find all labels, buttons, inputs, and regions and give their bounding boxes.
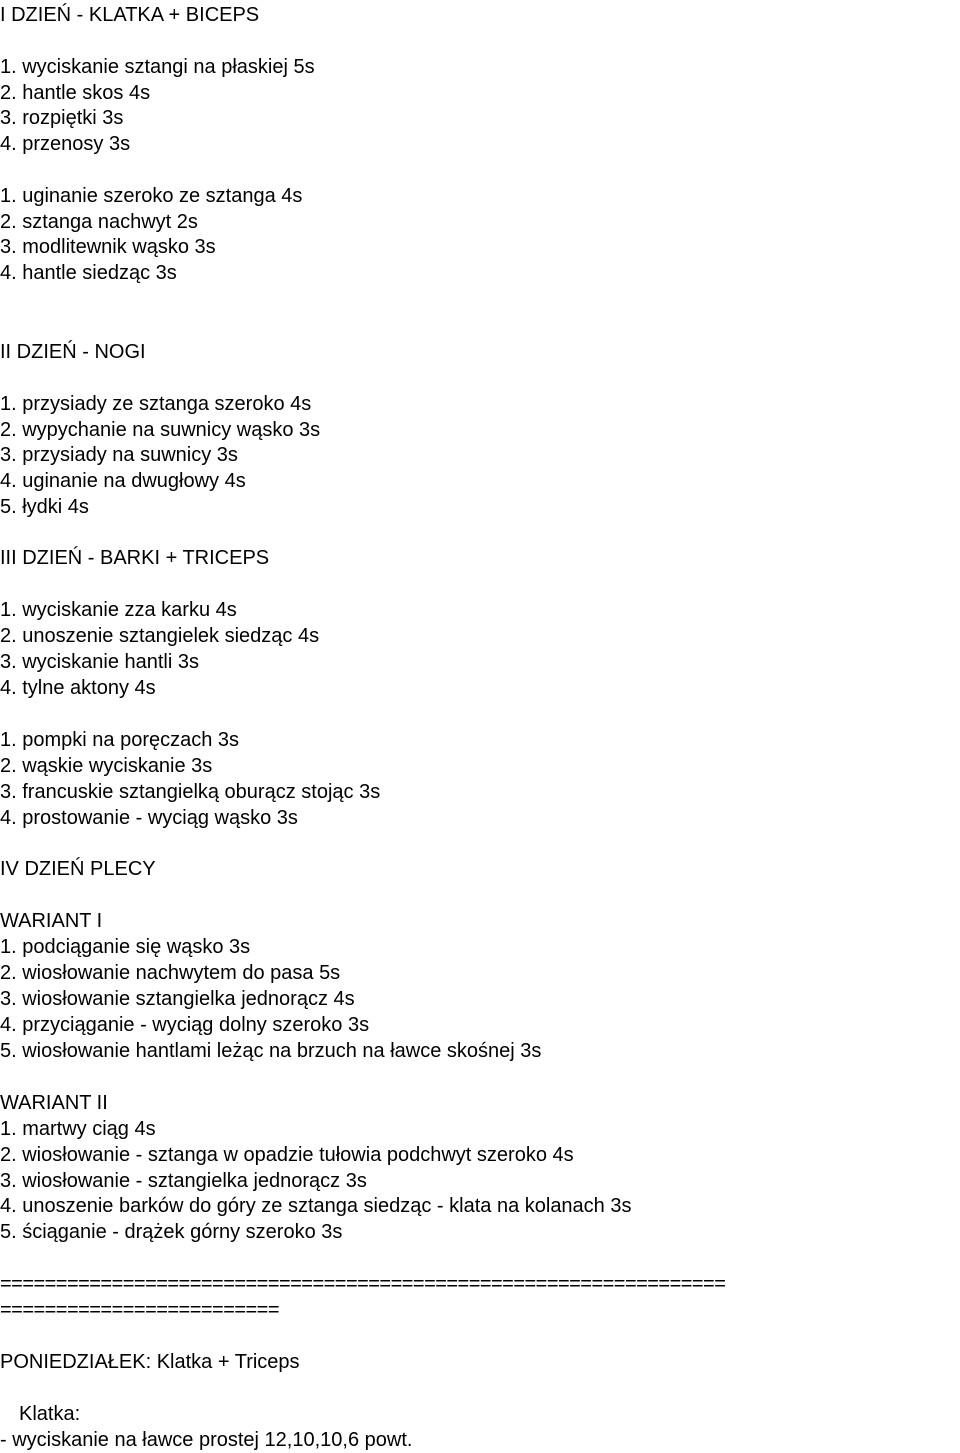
day4-variant2-item-2: 2. wiosłowanie - sztanga w opadzie tułowia podchwyt szeroko 4s — [0, 1144, 574, 1166]
day1-chest-item-3: 3. rozpiętki 3s — [0, 107, 124, 129]
day1-chest-item-4: 4. przenosy 3s — [0, 133, 131, 155]
day1-chest-item-2: 2. hantle skos 4s — [0, 82, 151, 104]
day1-chest-item-1: 1. wyciskanie sztangi na płaskiej 5s — [0, 56, 315, 78]
day1-biceps-item-2: 2. sztanga nachwyt 2s — [0, 211, 198, 233]
day3-triceps-item-3: 3. francuskie sztangielką oburącz stojąc 3s — [0, 781, 381, 803]
monday-chest-heading: Klatka: — [19, 1403, 81, 1425]
day2-legs-item-5: 5. łydki 4s — [0, 496, 89, 518]
day3-triceps-item-4: 4. prostowanie - wyciąg wąsko 3s — [0, 807, 298, 829]
separator-line-1: ================================================================= — [0, 1273, 726, 1295]
day4-variant1-item-1: 1. podciąganie się wąsko 3s — [0, 936, 251, 958]
day2-legs-item-4: 4. uginanie na dwugłowy 4s — [0, 470, 246, 492]
day4-title: IV DZIEŃ PLECY — [0, 858, 156, 880]
day4-variant2-title: WARIANT II — [0, 1092, 108, 1114]
day4-variant1-item-3: 3. wiosłowanie sztangielka jednorącz 4s — [0, 988, 355, 1010]
day4-variant2-item-1: 1. martwy ciąg 4s — [0, 1118, 156, 1140]
day3-title: III DZIEŃ - BARKI + TRICEPS — [0, 547, 270, 569]
day3-triceps-item-2: 2. wąskie wyciskanie 3s — [0, 755, 213, 777]
day2-legs-item-2: 2. wypychanie na suwnicy wąsko 3s — [0, 419, 321, 441]
day4-variant1-item-5: 5. wiosłowanie hantlami leżąc na brzuch na ławce skośnej 3s — [0, 1040, 542, 1062]
day1-title: I DZIEŃ - KLATKA + BICEPS — [0, 4, 260, 26]
monday-title: PONIEDZIAŁEK: Klatka + Triceps — [0, 1351, 300, 1373]
day2-legs-item-1: 1. przysiady ze sztanga szeroko 4s — [0, 393, 312, 415]
day3-shoulders-item-1: 1. wyciskanie zza karku 4s — [0, 599, 237, 621]
day3-triceps-item-1: 1. pompki na poręczach 3s — [0, 729, 240, 751]
day1-biceps-item-4: 4. hantle siedząc 3s — [0, 262, 177, 284]
day4-variant2-item-3: 3. wiosłowanie - sztangielka jednorącz 3s — [0, 1170, 367, 1192]
day2-legs-item-3: 3. przysiady na suwnicy 3s — [0, 444, 238, 466]
day1-biceps-item-1: 1. uginanie szeroko ze sztanga 4s — [0, 185, 303, 207]
day4-variant1-item-4: 4. przyciąganie - wyciąg dolny szeroko 3s — [0, 1014, 370, 1036]
day4-variant2-item-4: 4. unoszenie barków do góry ze sztanga siedząc - klata na kolanach 3s — [0, 1195, 632, 1217]
day4-variant1-title: WARIANT I — [0, 910, 103, 932]
monday-chest-item-1: - wyciskanie na ławce prostej 12,10,10,6 powt. — [0, 1429, 413, 1451]
day3-shoulders-item-4: 4. tylne aktony 4s — [0, 677, 156, 699]
day4-variant2-item-5: 5. ściąganie - drążek górny szeroko 3s — [0, 1221, 343, 1243]
day2-title: II DZIEŃ - NOGI — [0, 341, 146, 363]
day3-shoulders-item-2: 2. unoszenie sztangielek siedząc 4s — [0, 625, 320, 647]
day1-biceps-item-3: 3. modlitewnik wąsko 3s — [0, 236, 216, 258]
day3-shoulders-item-3: 3. wyciskanie hantli 3s — [0, 651, 199, 673]
day4-variant1-item-2: 2. wiosłowanie nachwytem do pasa 5s — [0, 962, 341, 984]
separator-line-2: ========================= — [0, 1299, 279, 1321]
